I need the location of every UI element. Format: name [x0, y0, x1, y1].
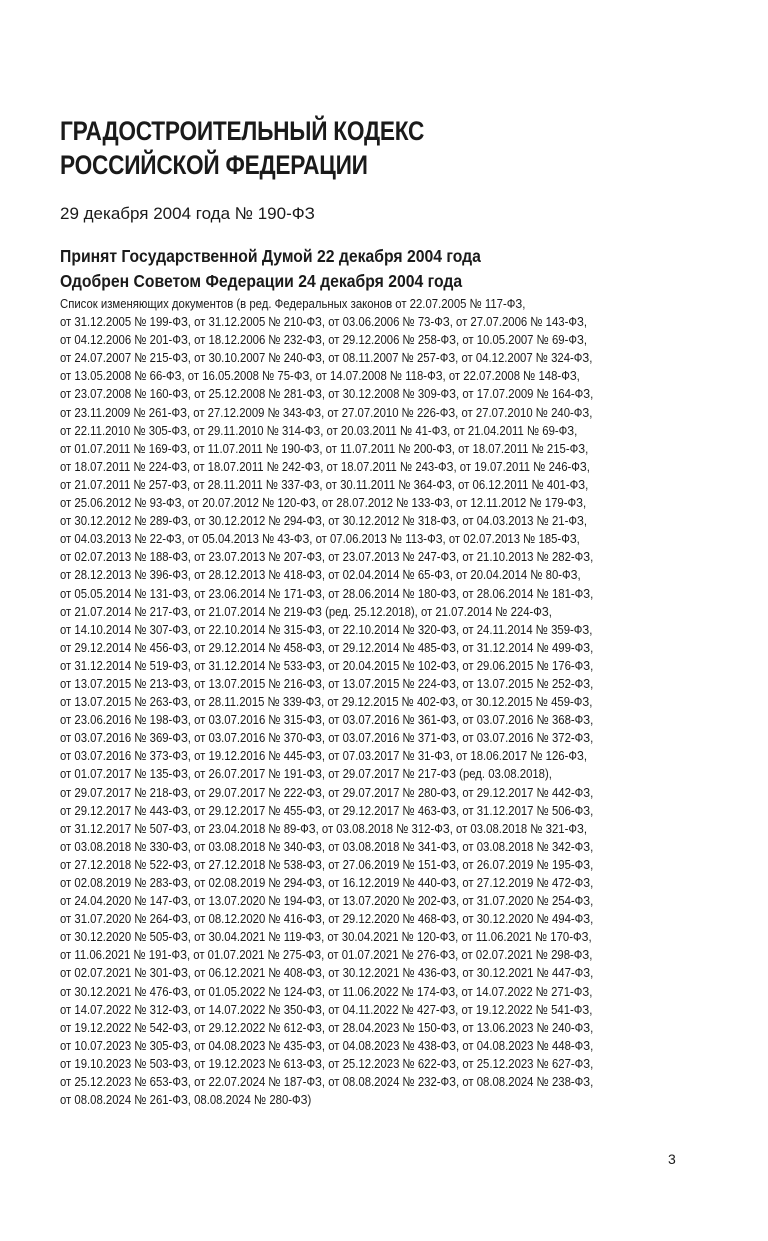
amendments-line: от 13.07.2015 № 213-ФЗ, от 13.07.2015 № 216-ФЗ, от 13.07.2015 № 224-ФЗ, от 13.07.2015 № 252-ФЗ, [60, 675, 594, 691]
amendments-line: от 01.07.2017 № 135-ФЗ, от 26.07.2017 № 191-ФЗ, от 29.07.2017 № 217-ФЗ (ред. 03.08.2018), [60, 766, 552, 782]
title-line-2: РОССИЙСКОЙ ФЕДЕРАЦИИ [60, 150, 368, 180]
document-title [60, 114, 582, 182]
amendments-line: от 24.04.2020 № 147-ФЗ, от 13.07.2020 № 194-ФЗ, от 13.07.2020 № 202-ФЗ, от 31.07.2020 № 254-ФЗ, [60, 893, 594, 909]
amendments-line: от 23.07.2008 № 160-ФЗ, от 25.12.2008 № 281-ФЗ, от 30.12.2008 № 309-ФЗ, от 17.07.2009 № 164-ФЗ, [60, 386, 594, 402]
amendments-line: от 14.07.2022 № 312-ФЗ, от 14.07.2022 № 350-ФЗ, от 04.11.2022 № 427-ФЗ, от 19.12.2022 № 541-ФЗ, [60, 1001, 593, 1017]
amendments-line: от 21.07.2014 № 217-ФЗ, от 21.07.2014 № 219-ФЗ (ред. 25.12.2018), от 21.07.2014 № 224-ФЗ, [60, 603, 552, 619]
amendments-line: от 01.07.2011 № 169-ФЗ, от 11.07.2011 № 190-ФЗ, от 11.07.2011 № 200-ФЗ, от 18.07.2011 № 215-ФЗ, [60, 440, 589, 456]
amendments-line: от 31.12.2014 № 519-ФЗ, от 31.12.2014 № 533-ФЗ, от 20.04.2015 № 102-ФЗ, от 29.06.2015 № 176-ФЗ, [60, 657, 594, 673]
amendments-line: от 29.12.2017 № 443-ФЗ, от 29.12.2017 № 455-ФЗ, от 29.12.2017 № 463-ФЗ, от 31.12.2017 № 506-ФЗ, [60, 802, 594, 818]
amendments-line: от 28.12.2013 № 396-ФЗ, от 28.12.2013 № 418-ФЗ, от 02.04.2014 № 65-ФЗ, от 20.04.2014 № 80-ФЗ, [60, 567, 581, 583]
amendments-line: от 14.10.2014 № 307-ФЗ, от 22.10.2014 № 315-ФЗ, от 22.10.2014 № 320-ФЗ, от 24.11.2014 № 359-ФЗ, [60, 621, 593, 637]
amendments-line: от 10.07.2023 № 305-ФЗ, от 04.08.2023 № 435-ФЗ, от 04.08.2023 № 438-ФЗ, от 04.08.2023 № 448-ФЗ, [60, 1037, 594, 1053]
amendments-list [60, 295, 679, 1109]
amendments-line: от 13.07.2015 № 263-ФЗ, от 28.11.2015 № 339-ФЗ, от 29.12.2015 № 402-ФЗ, от 30.12.2015 № 459-ФЗ, [60, 694, 593, 710]
amendments-line: от 23.11.2009 № 261-ФЗ, от 27.12.2009 № 343-ФЗ, от 27.07.2010 № 226-ФЗ, от 27.07.2010 № 240-ФЗ, [60, 404, 593, 420]
approved-by-federation-council: Одобрен Советом Федерации 24 декабря 2004 года [60, 271, 463, 291]
page-number: 3 [668, 1151, 676, 1167]
amendments-line: от 02.08.2019 № 283-ФЗ, от 02.08.2019 № 294-ФЗ, от 16.12.2019 № 440-ФЗ, от 27.12.2019 № 472-ФЗ, [60, 875, 594, 890]
amendments-line: от 22.11.2010 № 305-ФЗ, от 29.11.2010 № 314-ФЗ, от 20.03.2011 № 41-ФЗ, от 21.04.2011 № 69-ФЗ, [60, 422, 578, 438]
amendments-line: от 24.07.2007 № 215-ФЗ, от 30.10.2007 № 240-ФЗ, от 08.11.2007 № 257-ФЗ, от 04.12.2007 № 324-ФЗ, [60, 350, 593, 366]
amendments-line: от 29.07.2017 № 218-ФЗ, от 29.07.2017 № 222-ФЗ, от 29.07.2017 № 280-ФЗ, от 29.12.2017 № 442-ФЗ, [60, 784, 594, 800]
amendments-line: от 21.07.2011 № 257-ФЗ, от 28.11.2011 № 337-ФЗ, от 30.11.2011 № 364-ФЗ, от 06.12.2011 № 401-ФЗ, [60, 476, 589, 492]
title-line-1: ГРАДОСТРОИТЕЛЬНЫЙ КОДЕКС [60, 116, 425, 146]
adopted-by-duma: Принят Государственной Думой 22 декабря 2004 года [60, 246, 481, 266]
amendments-line: от 18.07.2011 № 224-ФЗ, от 18.07.2011 № 242-ФЗ, от 18.07.2011 № 243-ФЗ, от 19.07.2011 № 246-ФЗ, [60, 458, 590, 474]
amendments-line: от 13.05.2008 № 66-ФЗ, от 16.05.2008 № 75-ФЗ, от 14.07.2008 № 118-ФЗ, от 22.07.2008 № 148-ФЗ, [60, 368, 580, 384]
amendments-line: от 30.12.2021 № 476-ФЗ, от 01.05.2022 № 124-ФЗ, от 11.06.2022 № 174-ФЗ, от 14.07.2022 № 271-ФЗ, [60, 983, 593, 999]
amendments-line: от 03.07.2016 № 369-ФЗ, от 03.07.2016 № 370-ФЗ, от 03.07.2016 № 371-ФЗ, от 03.07.2016 № 372-ФЗ, [60, 730, 594, 746]
document-date: 29 декабря 2004 года № 190-ФЗ [60, 204, 315, 223]
amendments-line: от 31.07.2020 № 264-ФЗ, от 08.12.2020 № 416-ФЗ, от 29.12.2020 № 468-ФЗ, от 30.12.2020 № 494-ФЗ, [60, 911, 594, 927]
amendments-line: Список изменяющих документов (в ред. Федеральных законов от 22.07.2005 № 117-ФЗ, [60, 296, 526, 311]
amendments-line: от 08.08.2024 № 261-ФЗ, 08.08.2024 № 280-ФЗ) [60, 1092, 312, 1108]
amendments-line: от 03.08.2018 № 330-ФЗ, от 03.08.2018 № 340-ФЗ, от 03.08.2018 № 341-ФЗ, от 03.08.2018 № 342-ФЗ, [60, 838, 594, 854]
amendments-line: от 29.12.2014 № 456-ФЗ, от 29.12.2014 № 458-ФЗ, от 29.12.2014 № 485-ФЗ, от 31.12.2014 № 499-ФЗ, [60, 639, 594, 655]
amendments-line: от 11.06.2021 № 191-ФЗ, от 01.07.2021 № 275-ФЗ, от 01.07.2021 № 276-ФЗ, от 02.07.2021 № 298-ФЗ, [60, 947, 593, 963]
amendments-line: от 25.12.2023 № 653-ФЗ, от 22.07.2024 № 187-ФЗ, от 08.08.2024 № 232-ФЗ, от 08.08.2024 № 238-ФЗ, [60, 1074, 594, 1090]
amendments-line: от 04.12.2006 № 201-ФЗ, от 18.12.2006 № 232-ФЗ, от 29.12.2006 № 258-ФЗ, от 10.05.2007 № 69-ФЗ, [60, 332, 587, 348]
amendments-line: от 31.12.2005 № 199-ФЗ, от 31.12.2005 № 210-ФЗ, от 03.06.2006 № 73-ФЗ, от 27.07.2006 № 143-ФЗ, [60, 314, 587, 330]
amendments-line: от 27.12.2018 № 522-ФЗ, от 27.12.2018 № 538-ФЗ, от 27.06.2019 № 151-ФЗ, от 26.07.2019 № 195-ФЗ, [60, 856, 594, 872]
amendments-line: от 25.06.2012 № 93-ФЗ, от 20.07.2012 № 120-ФЗ, от 28.07.2012 № 133-ФЗ, от 12.11.2012 № 179-ФЗ, [60, 495, 587, 511]
amendments-line: от 19.12.2022 № 542-ФЗ, от 29.12.2022 № 612-ФЗ, от 28.04.2023 № 150-ФЗ, от 13.06.2023 № 240-ФЗ, [60, 1019, 594, 1035]
amendments-line: от 31.12.2017 № 507-ФЗ, от 23.04.2018 № 89-ФЗ, от 03.08.2018 № 312-ФЗ, от 03.08.2018 № 321-ФЗ, [60, 820, 587, 836]
amendments-line: от 30.12.2020 № 505-ФЗ, от 30.04.2021 № 119-ФЗ, от 30.04.2021 № 120-ФЗ, от 11.06.2021 № 170-ФЗ, [60, 929, 592, 945]
amendments-line: от 05.05.2014 № 131-ФЗ, от 23.06.2014 № 171-ФЗ, от 28.06.2014 № 180-ФЗ, от 28.06.2014 № 181-ФЗ, [60, 585, 594, 601]
amendments-line: от 04.03.2013 № 22-ФЗ, от 05.04.2013 № 43-ФЗ, от 07.06.2013 № 113-ФЗ, от 02.07.2013 № 185-ФЗ, [60, 531, 580, 547]
adoption-info [60, 244, 481, 294]
amendments-line: от 23.06.2016 № 198-ФЗ, от 03.07.2016 № 315-ФЗ, от 03.07.2016 № 361-ФЗ, от 03.07.2016 № 368-ФЗ, [60, 712, 594, 728]
amendments-line: от 02.07.2013 № 188-ФЗ, от 23.07.2013 № 207-ФЗ, от 23.07.2013 № 247-ФЗ, от 21.10.2013 № 282-ФЗ, [60, 549, 594, 565]
amendments-line: от 03.07.2016 № 373-ФЗ, от 19.12.2016 № 445-ФЗ, от 07.03.2017 № 31-ФЗ, от 18.06.2017 № 126-ФЗ, [60, 748, 587, 764]
amendments-line: от 30.12.2012 № 289-ФЗ, от 30.12.2012 № 294-ФЗ, от 30.12.2012 № 318-ФЗ, от 04.03.2013 № 21-ФЗ, [60, 513, 587, 529]
amendments-line: от 19.10.2023 № 503-ФЗ, от 19.12.2023 № 613-ФЗ, от 25.12.2023 № 622-ФЗ, от 25.12.2023 № 627-ФЗ, [60, 1055, 594, 1071]
amendments-line: от 02.07.2021 № 301-ФЗ, от 06.12.2021 № 408-ФЗ, от 30.12.2021 № 436-ФЗ, от 30.12.2021 № 447-ФЗ, [60, 965, 594, 981]
